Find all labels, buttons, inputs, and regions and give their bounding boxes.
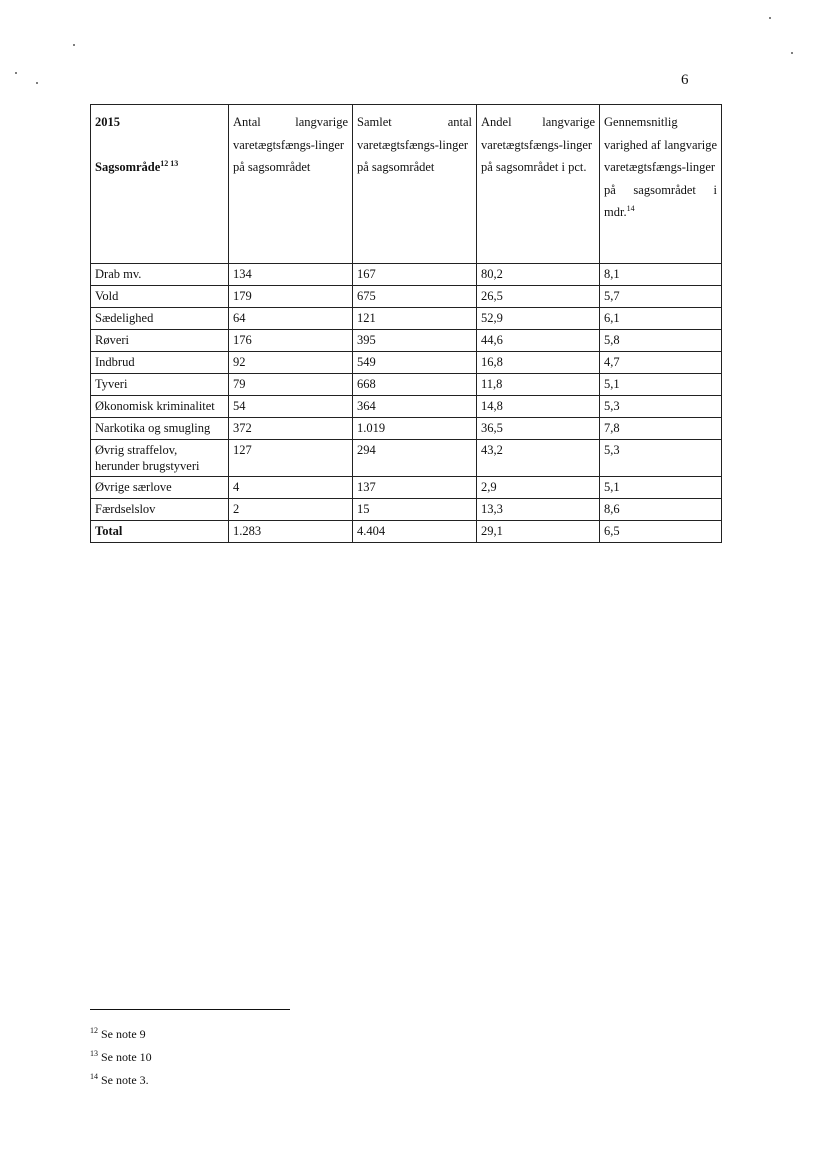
cell-varighed: 7,8 bbox=[600, 418, 722, 440]
total-antal: 1.283 bbox=[229, 521, 353, 543]
table-row bbox=[91, 418, 722, 440]
cell-varighed: 5,3 bbox=[600, 440, 722, 477]
header-category-label: Sagsområde bbox=[95, 159, 161, 174]
row-label: Drab mv. bbox=[91, 264, 229, 286]
cell-varighed: 5,8 bbox=[600, 330, 722, 352]
page-number: 6 bbox=[681, 72, 689, 88]
cell-samlet: 1.019 bbox=[353, 418, 477, 440]
cell-antal: 54 bbox=[229, 396, 353, 418]
table-row bbox=[91, 499, 722, 521]
footnote bbox=[90, 1026, 152, 1049]
cell-samlet: 364 bbox=[353, 396, 477, 418]
cell-antal: 127 bbox=[229, 440, 353, 477]
cell-antal: 92 bbox=[229, 352, 353, 374]
scan-speck bbox=[791, 52, 793, 54]
cell-andel: 36,5 bbox=[477, 418, 600, 440]
table-row bbox=[91, 440, 722, 477]
row-label: Færdselslov bbox=[91, 499, 229, 521]
cell-andel: 43,2 bbox=[477, 440, 600, 477]
row-label: Røveri bbox=[91, 330, 229, 352]
header-varighed-cell bbox=[600, 105, 722, 264]
cell-varighed: 5,7 bbox=[600, 286, 722, 308]
cell-andel: 14,8 bbox=[477, 396, 600, 418]
cell-varighed: 8,1 bbox=[600, 264, 722, 286]
header-year: 2015 bbox=[95, 115, 120, 129]
total-andel: 29,1 bbox=[477, 521, 600, 543]
scan-speck bbox=[769, 17, 771, 19]
cell-antal: 176 bbox=[229, 330, 353, 352]
footnote-text: Se note 9 bbox=[101, 1027, 146, 1041]
table-row bbox=[91, 264, 722, 286]
cell-andel: 13,3 bbox=[477, 499, 600, 521]
header-varighed-footnote-ref: 14 bbox=[626, 203, 635, 213]
row-label: Øvrige særlove bbox=[91, 477, 229, 499]
cell-antal: 2 bbox=[229, 499, 353, 521]
table-row bbox=[91, 374, 722, 396]
cell-samlet: 395 bbox=[353, 330, 477, 352]
row-label: Sædelighed bbox=[91, 308, 229, 330]
cell-andel: 44,6 bbox=[477, 330, 600, 352]
row-label: Indbrud bbox=[91, 352, 229, 374]
cell-andel: 80,2 bbox=[477, 264, 600, 286]
row-label: Narkotika og smugling bbox=[91, 418, 229, 440]
header-samlet: Samlet antal varetægtsfængs-linger på sagsområdet bbox=[353, 105, 477, 264]
cell-samlet: 167 bbox=[353, 264, 477, 286]
footnote-number: 13 bbox=[90, 1049, 98, 1058]
row-label: Økonomisk kriminalitet bbox=[91, 396, 229, 418]
cell-antal: 4 bbox=[229, 477, 353, 499]
cell-samlet: 121 bbox=[353, 308, 477, 330]
cell-antal: 372 bbox=[229, 418, 353, 440]
scan-speck bbox=[15, 72, 17, 74]
cell-andel: 11,8 bbox=[477, 374, 600, 396]
cell-antal: 134 bbox=[229, 264, 353, 286]
table-total-row bbox=[91, 521, 722, 543]
header-category-cell bbox=[91, 105, 229, 264]
header-varighed: Gennemsnitlig varighed af langvarige varetægtsfængs-linger på sagsområdet i mdr. bbox=[604, 115, 717, 219]
cell-antal: 64 bbox=[229, 308, 353, 330]
table-row bbox=[91, 286, 722, 308]
cell-andel: 26,5 bbox=[477, 286, 600, 308]
row-label: Øvrig straffelov, herunder brugstyveri bbox=[91, 440, 229, 477]
cell-varighed: 5,1 bbox=[600, 374, 722, 396]
table-row bbox=[91, 330, 722, 352]
row-label: Tyveri bbox=[91, 374, 229, 396]
footnote bbox=[90, 1072, 152, 1095]
cell-samlet: 549 bbox=[353, 352, 477, 374]
table-row bbox=[91, 396, 722, 418]
table-header-row bbox=[91, 105, 722, 264]
total-varighed: 6,5 bbox=[600, 521, 722, 543]
header-andel: Andel langvarige varetægtsfængs-linger på sagsområdet i pct. bbox=[477, 105, 600, 264]
footnote bbox=[90, 1049, 152, 1072]
cell-antal: 79 bbox=[229, 374, 353, 396]
header-antal: Antal langvarige varetægtsfængs-linger på sagsområdet bbox=[229, 105, 353, 264]
cell-varighed: 5,1 bbox=[600, 477, 722, 499]
cell-andel: 52,9 bbox=[477, 308, 600, 330]
total-samlet: 4.404 bbox=[353, 521, 477, 543]
footnotes bbox=[90, 1026, 152, 1095]
row-label: Vold bbox=[91, 286, 229, 308]
footnote-text: Se note 3. bbox=[101, 1073, 149, 1087]
cell-samlet: 137 bbox=[353, 477, 477, 499]
table-row bbox=[91, 352, 722, 374]
scan-speck bbox=[36, 82, 38, 84]
cell-varighed: 5,3 bbox=[600, 396, 722, 418]
cell-antal: 179 bbox=[229, 286, 353, 308]
statistics-table bbox=[90, 104, 722, 543]
table-row bbox=[91, 308, 722, 330]
header-category-footnote-refs: 12 13 bbox=[160, 158, 179, 168]
cell-varighed: 6,1 bbox=[600, 308, 722, 330]
cell-varighed: 4,7 bbox=[600, 352, 722, 374]
footnote-text: Se note 10 bbox=[101, 1050, 152, 1064]
scan-speck bbox=[73, 44, 75, 46]
cell-andel: 2,9 bbox=[477, 477, 600, 499]
total-label: Total bbox=[91, 521, 229, 543]
footnote-number: 14 bbox=[90, 1072, 98, 1081]
cell-samlet: 15 bbox=[353, 499, 477, 521]
cell-samlet: 668 bbox=[353, 374, 477, 396]
cell-samlet: 675 bbox=[353, 286, 477, 308]
cell-varighed: 8,6 bbox=[600, 499, 722, 521]
footnote-divider bbox=[90, 1009, 290, 1010]
table-row bbox=[91, 477, 722, 499]
footnote-number: 12 bbox=[90, 1026, 98, 1035]
cell-andel: 16,8 bbox=[477, 352, 600, 374]
cell-samlet: 294 bbox=[353, 440, 477, 477]
